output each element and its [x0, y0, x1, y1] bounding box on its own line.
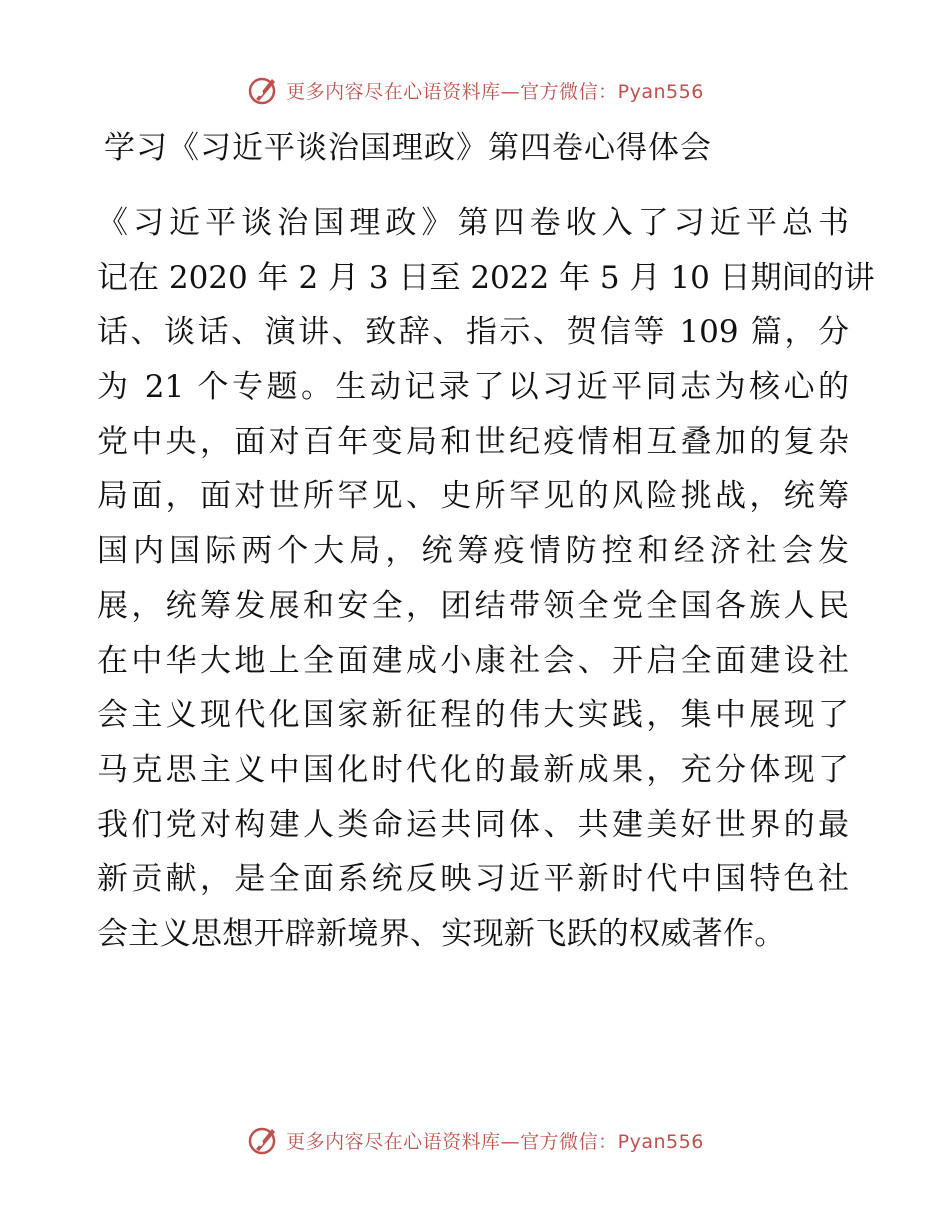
body-line: 我们党对构建人类命运共同体、共建美好世界的最 — [97, 806, 849, 843]
body-line: 局面，面对世所罕见、史所罕见的风险挑战，统筹 — [97, 478, 849, 515]
body-line: 为 21 个专题。生动记录了以习近平同志为核心的 — [97, 369, 849, 406]
body-line: 《习近平谈治国理政》第四卷收入了习近平总书 — [97, 205, 849, 241]
quill-circle-icon — [246, 1123, 280, 1157]
header-watermark — [0, 70, 950, 110]
body-line: 在中华大地上全面建成小康社会、开启全面建设社 — [97, 642, 849, 679]
watermark-text: 更多内容尽在心语资料库—官方微信：Pyan556 — [286, 80, 704, 103]
body-line: 马克思主义中国化时代化的最新成果，充分体现了 — [97, 751, 849, 788]
document-title: 学习《习近平谈治国理政》第四卷心得体会 — [104, 130, 712, 166]
body-line: 会主义思想开辟新境界、实现新飞跃的权威著作。 — [97, 915, 786, 952]
quill-circle-icon — [246, 73, 280, 107]
body-line: 会主义现代化国家新征程的伟大实践，集中展现了 — [97, 697, 849, 734]
body-line: 新贡献，是全面系统反映习近平新时代中国特色社 — [97, 861, 849, 898]
body-line: 党中央，面对百年变局和世纪疫情相互叠加的复杂 — [97, 423, 849, 460]
body-line: 展，统筹发展和安全，团结带领全党全国各族人民 — [97, 587, 849, 624]
body-line: 国内国际两个大局，统筹疫情防控和经济社会发 — [97, 533, 849, 570]
watermark-text: 更多内容尽在心语资料库—官方微信：Pyan556 — [286, 1130, 704, 1153]
document-body — [97, 196, 875, 962]
footer-watermark — [0, 1120, 950, 1160]
body-line: 记在 2020 年 2 月 3 日至 2022 年 5 月 10 日期间的讲 — [97, 259, 875, 296]
body-line: 话、谈话、演讲、致辞、指示、贺信等 109 篇，分 — [97, 314, 849, 351]
